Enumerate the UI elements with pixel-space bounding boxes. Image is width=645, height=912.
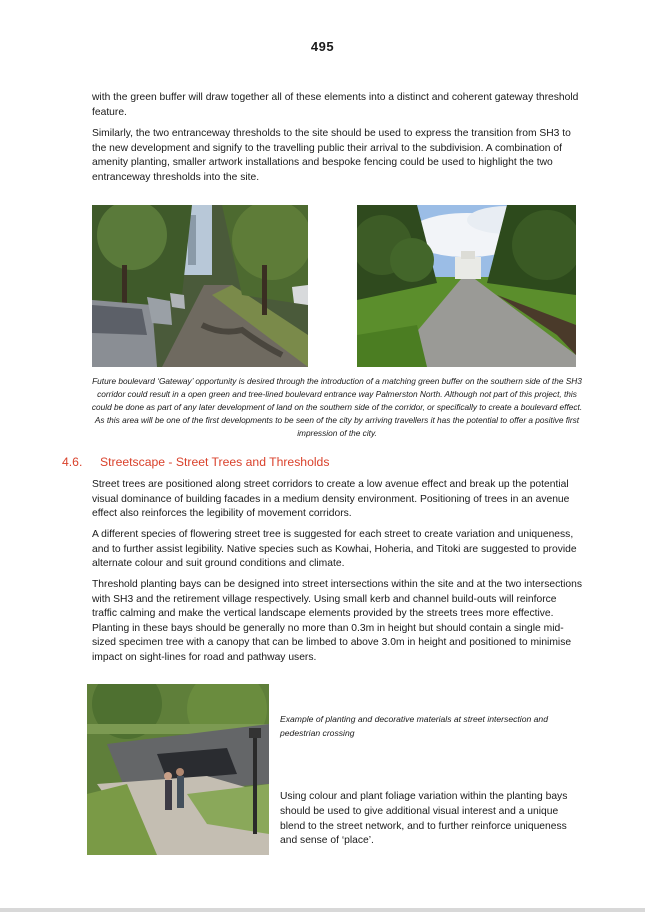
intersection-caption: Example of planting and decorative materials at street intersection and pedestrian crossing [280, 714, 548, 738]
intersection-photo [87, 684, 269, 855]
section-number: 4.6. [62, 455, 83, 469]
intro-paragraph-2: Similarly, the two entranceway thresholds to the site should be used to express the transition from SH3 to the new development and signify to the travelling public their arrival to the subdivision. A combination of amenity planting, smaller artwork installations and bespoke fencing could be used to highlight the two entranceway thresholds into the site. [92, 128, 571, 183]
section-paragraph-3: Threshold planting bays can be designed into street intersections within the site and at the two intersections with SH3 and the retirement village respectively. Using small kerb and channel build-outs will reinforce traffic calming and make the vertical landscape elements provided by the streets trees more effective. Planting in these bays should be generally no more than 0.3m in height but should contain a single mid-sized specimen tree with a canopy that can be limbed to above 3.0m in height and positioned to minimise impact on sight-lines for road and pathway users. [92, 579, 582, 663]
figure-caption: Future boulevard ‘Gateway’ opportunity is desired through the introduction of a matching green buffer on the southern side of the SH3 corridor could result in a open green and tree-lined boulevard entrance way Palmerston North. Although not part of this project, this could be done as part of any later development of land on the southern side of the corridor, or specifically to create a boulevard effect. As this area will be one of the first developments to be seen of the city by arriving travellers it has the potential to offer a positive first impression of the city. [91, 376, 583, 438]
intro-paragraph-1: with the green buffer will draw together all of these elements into a distinct and coherent gateway threshold feature. [92, 92, 579, 118]
page-number: 495 [310, 39, 335, 54]
street-avenue-photo [92, 205, 308, 367]
park-boulevard-photo [357, 205, 576, 367]
section-heading [62, 455, 329, 469]
section-paragraph-2: A different species of flowering street tree is suggested for each street to create variation and uniqueness, and to further assist legibility. Native species such as Kowhai, Hoheria, and Titoki are suggested to provide alternate colour and suit ground conditions and climate. [92, 529, 577, 570]
section-title: Streetscape - Street Trees and Thresholds [100, 455, 330, 469]
section-paragraph-1: Street trees are positioned along street corridors to create a low avenue effect and break up the potential visual dominance of building facades in a medium density environment. Positioning of trees in an avenue effect also reinforces the legibility of movement corridors. [92, 479, 570, 520]
page-bottom-divider [0, 908, 645, 912]
intersection-paragraph: Using colour and plant foliage variation within the planting bays should be used to give additional visual interest and a unique blend to the street network, and to further reinforce uniqueness and sense of ‘place’. [280, 791, 568, 847]
